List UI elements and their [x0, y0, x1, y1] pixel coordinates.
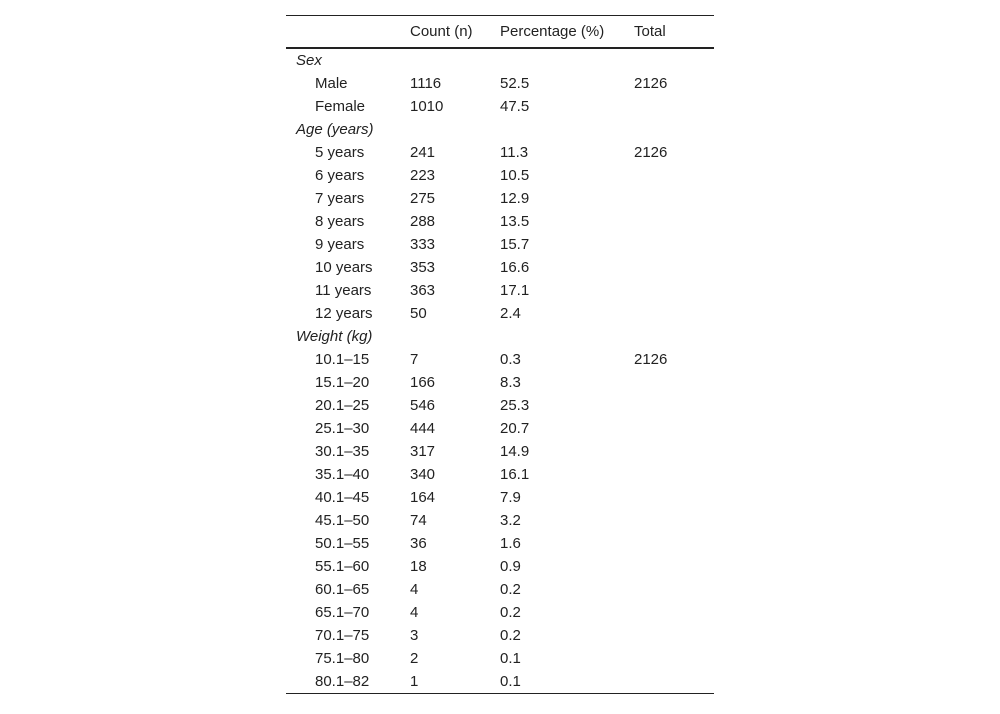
row-label-cell: 40.1–45 [315, 489, 370, 506]
table-row [286, 302, 714, 325]
count-cell: 223 [410, 167, 436, 184]
row-label-cell: 75.1–80 [315, 650, 370, 667]
count-cell: 1010 [410, 98, 444, 115]
table-row [286, 601, 714, 624]
count-cell: 546 [410, 397, 436, 414]
row-label-cell: 60.1–65 [315, 581, 370, 598]
count-cell: 36 [410, 535, 427, 552]
row-label-cell: 11 years [315, 282, 372, 299]
count-cell: 7 [410, 351, 419, 368]
percentage-cell: 25.3 [500, 397, 530, 414]
header-cell-label [286, 16, 410, 49]
table-row [286, 210, 714, 233]
percentage-cell: 0.3 [500, 351, 521, 368]
table-row [286, 578, 714, 601]
row-label-cell: 20.1–25 [315, 397, 370, 414]
percentage-cell: 0.2 [500, 581, 521, 598]
table-row [286, 394, 714, 417]
percentage-cell: 0.2 [500, 627, 521, 644]
percentage-cell: 0.1 [500, 673, 521, 690]
total-cell [634, 463, 714, 486]
count-cell: 1 [410, 673, 419, 690]
data-table-container [286, 15, 714, 694]
total-cell [634, 256, 714, 279]
count-cell: 317 [410, 443, 436, 460]
count-cell: 74 [410, 512, 427, 529]
row-label-cell: 55.1–60 [315, 558, 370, 575]
header-cell-total: Total [634, 23, 666, 40]
percentage-cell: 3.2 [500, 512, 521, 529]
row-label-cell: 12 years [315, 305, 373, 322]
total-cell: 2126 [634, 144, 668, 161]
percentage-cell: 15.7 [500, 236, 530, 253]
table-row [286, 647, 714, 670]
total-cell [634, 532, 714, 555]
count-cell: 275 [410, 190, 436, 207]
row-label-cell: 65.1–70 [315, 604, 370, 621]
percentage-cell: 2.4 [500, 305, 521, 322]
total-cell [634, 624, 714, 647]
group-header-row [286, 325, 714, 348]
table-row [286, 532, 714, 555]
percentage-cell: 0.2 [500, 604, 521, 621]
total-cell [634, 210, 714, 233]
group-header-row [286, 48, 714, 72]
total-cell: 2126 [634, 351, 668, 368]
table-row [286, 463, 714, 486]
row-label-cell: 25.1–30 [315, 420, 370, 437]
percentage-cell: 0.1 [500, 650, 521, 667]
row-label-cell: 70.1–75 [315, 627, 370, 644]
row-label-cell: 9 years [315, 236, 365, 253]
percentage-cell: 13.5 [500, 213, 530, 230]
table-row [286, 141, 714, 164]
row-label-cell: Male [315, 75, 348, 92]
header-cell-percentage: Percentage (%) [500, 23, 605, 40]
header-cell-count: Count (n) [410, 23, 473, 40]
count-cell: 2 [410, 650, 419, 667]
percentage-cell: 52.5 [500, 75, 530, 92]
percentage-cell: 16.1 [500, 466, 530, 483]
row-label-cell: 35.1–40 [315, 466, 370, 483]
total-cell [634, 509, 714, 532]
count-cell: 4 [410, 581, 419, 598]
table-row [286, 95, 714, 118]
total-cell [634, 279, 714, 302]
count-cell: 166 [410, 374, 436, 391]
percentage-cell: 17.1 [500, 282, 530, 299]
count-cell: 1116 [410, 75, 442, 92]
table-row [286, 233, 714, 256]
row-label-cell: 7 years [315, 190, 365, 207]
table-row [286, 555, 714, 578]
row-label-cell: 30.1–35 [315, 443, 370, 460]
total-cell: 2126 [634, 75, 668, 92]
count-cell: 241 [410, 144, 436, 161]
count-cell: 18 [410, 558, 427, 575]
row-label-cell: 5 years [315, 144, 365, 161]
row-label-cell: Female [315, 98, 366, 115]
total-cell [634, 647, 714, 670]
count-cell: 363 [410, 282, 436, 299]
row-label-cell: 15.1–20 [315, 374, 370, 391]
total-cell [634, 371, 714, 394]
table-row [286, 371, 714, 394]
group-header-row [286, 118, 714, 141]
total-cell [634, 95, 714, 118]
percentage-cell: 16.6 [500, 259, 530, 276]
row-label-cell: 50.1–55 [315, 535, 370, 552]
row-label-cell: 6 years [315, 167, 365, 184]
data-table [286, 15, 714, 694]
count-cell: 164 [410, 489, 436, 506]
table-row [286, 348, 714, 371]
table-header [286, 16, 714, 49]
percentage-cell: 12.9 [500, 190, 530, 207]
count-cell: 353 [410, 259, 436, 276]
group-label: Weight (kg) [296, 328, 373, 345]
row-label-cell: 8 years [315, 213, 365, 230]
total-cell [634, 233, 714, 256]
total-cell [634, 302, 714, 325]
header-row [286, 16, 714, 49]
count-cell: 333 [410, 236, 436, 253]
group-label: Age (years) [296, 121, 374, 138]
percentage-cell: 8.3 [500, 374, 521, 391]
total-cell [634, 394, 714, 417]
table-row [286, 670, 714, 694]
table-row [286, 417, 714, 440]
table-body [286, 48, 714, 694]
count-cell: 288 [410, 213, 436, 230]
total-cell [634, 601, 714, 624]
percentage-cell: 47.5 [500, 98, 530, 115]
total-cell [634, 440, 714, 463]
table-row [286, 624, 714, 647]
percentage-cell: 0.9 [500, 558, 521, 575]
row-label-cell: 10.1–15 [315, 351, 370, 368]
table-row [286, 187, 714, 210]
count-cell: 340 [410, 466, 436, 483]
percentage-cell: 11.3 [500, 144, 529, 161]
table-row [286, 164, 714, 187]
count-cell: 444 [410, 420, 436, 437]
count-cell: 4 [410, 604, 419, 621]
total-cell [634, 578, 714, 601]
count-cell: 50 [410, 305, 427, 322]
percentage-cell: 14.9 [500, 443, 530, 460]
total-cell [634, 164, 714, 187]
total-cell [634, 417, 714, 440]
row-label-cell: 45.1–50 [315, 512, 370, 529]
table-row [286, 256, 714, 279]
row-label-cell: 80.1–82 [315, 673, 370, 690]
total-cell [634, 670, 714, 694]
table-row [286, 279, 714, 302]
percentage-cell: 7.9 [500, 489, 521, 506]
table-row [286, 440, 714, 463]
table-row [286, 509, 714, 532]
percentage-cell: 1.6 [500, 535, 521, 552]
count-cell: 3 [410, 627, 419, 644]
table-row [286, 486, 714, 509]
row-label-cell: 10 years [315, 259, 373, 276]
group-label: Sex [296, 52, 322, 69]
total-cell [634, 555, 714, 578]
total-cell [634, 486, 714, 509]
percentage-cell: 20.7 [500, 420, 530, 437]
table-row [286, 72, 714, 95]
percentage-cell: 10.5 [500, 167, 530, 184]
total-cell [634, 187, 714, 210]
